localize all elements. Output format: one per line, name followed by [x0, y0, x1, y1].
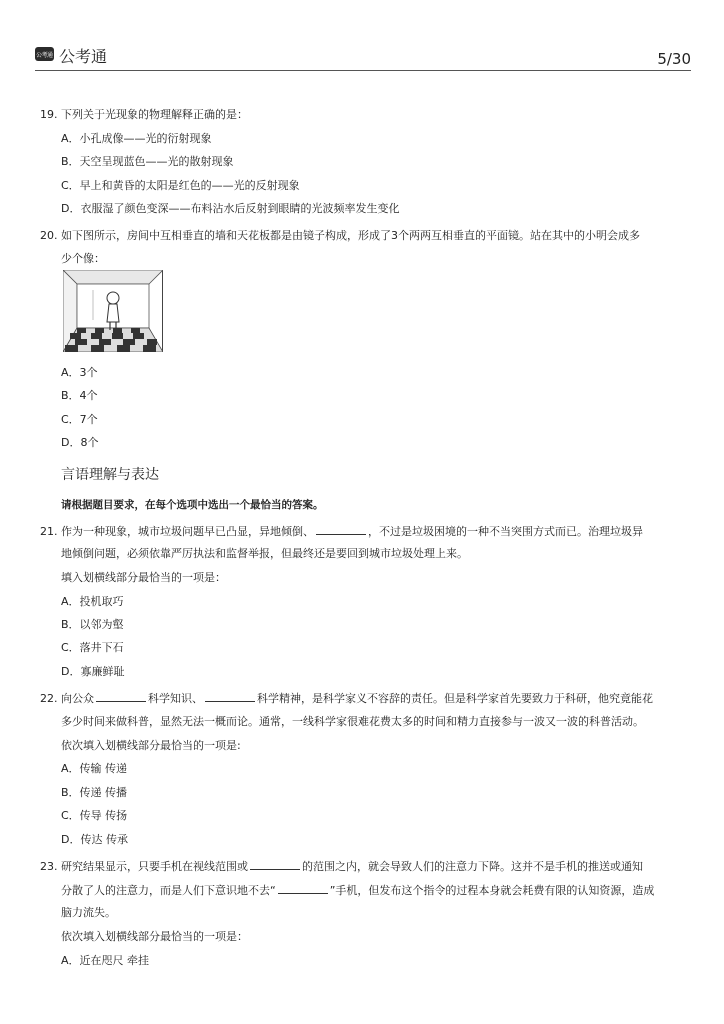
- q21-option-d: D．寡廉鲜耻: [61, 665, 125, 678]
- q22-stem-line2: 多少时间来做科普，显然无法一概而论。通常，一线科学家很难花费太多的时间和精力直接参与一波又一波的科普活动。: [61, 715, 644, 728]
- header-divider: [35, 70, 691, 71]
- q19-option-a: A．小孔成像——光的衍射现象: [61, 132, 212, 145]
- answer-blank: [96, 691, 146, 702]
- q21-option-a: A．投机取巧: [61, 595, 124, 608]
- q22-stem-line1: 22. 向公众 科学知识、 科学精神，是科学家义不容辞的责任。但是科学家首先要致力于科研，他究竟能花: [40, 692, 653, 705]
- q20-stem-line2: 少个像：: [61, 252, 105, 265]
- q21-option-c: C．落井下石: [61, 641, 124, 654]
- answer-blank: [205, 691, 255, 702]
- q19-option-b: B．天空呈现蓝色——光的散射现象: [61, 155, 234, 168]
- page-header: [35, 44, 691, 68]
- q23-stem-line1: 23. 研究结果显示，只要手机在视线范围或 的范围之内，就会导致人们的注意力下降。这并不是手机的推送或通知: [40, 860, 643, 873]
- q20-option-a: A．3个: [61, 366, 98, 379]
- q23-prompt: 依次填入划横线部分最恰当的一项是：: [61, 930, 248, 943]
- q20-option-d: D．8个: [61, 436, 99, 449]
- q23-stem-line2: 分散了人的注意力，而是人们下意识地不去“ ”手机，但发布这个指令的过程本身就会耗费有限的认知资源，造成: [61, 884, 655, 897]
- brand-name: 公考通: [59, 47, 108, 66]
- answer-blank: [278, 883, 328, 894]
- section-title: 言语理解与表达: [61, 467, 159, 483]
- page-number: 5/30: [657, 50, 691, 68]
- q23-stem-line3: 脑力流失。: [61, 906, 116, 919]
- q19-option-c: C．早上和黄昏的太阳是红色的——光的反射现象: [61, 179, 300, 192]
- q22-option-d: D．传达 传承: [61, 833, 128, 846]
- q23-option-a: A．近在咫尺 牵挂: [61, 954, 150, 967]
- q20-stem-line1: 20. 如下图所示，房间中互相垂直的墙和天花板都是由镜子构成，形成了3个两两互相垂直的平面镜。站在其中的小明会成多: [40, 229, 640, 242]
- mirror-room-figure: [63, 270, 163, 352]
- q22-option-a: A．传输 传递: [61, 762, 128, 775]
- q20-option-c: C．7个: [61, 413, 98, 426]
- q21-stem-line2: 地倾倒问题，必须依靠严厉执法和监督举报，但最终还是要回到城市垃圾处理上来。: [61, 547, 468, 560]
- q19-option-d: D．衣服湿了颜色变深——布料沾水后反射到眼睛的光波频率发生变化: [61, 202, 400, 215]
- q20-option-b: B．4个: [61, 389, 98, 402]
- q21-prompt: 填入划横线部分最恰当的一项是：: [61, 571, 226, 584]
- answer-blank: [250, 859, 300, 870]
- q22-option-c: C．传导 传扬: [61, 809, 128, 822]
- q21-stem-line1: 21. 作为一种现象，城市垃圾问题早已凸显，异地倾倒、 ，不过是垃圾困境的一种不当突围方式而已。治理垃圾异: [40, 525, 643, 538]
- answer-blank: [316, 524, 366, 535]
- brand-logo-icon: 公考通: [35, 47, 54, 61]
- q22-prompt: 依次填入划横线部分最恰当的一项是:: [61, 739, 241, 752]
- q21-option-b: B．以邻为壑: [61, 618, 124, 631]
- q19-stem: 19. 下列关于光现象的物理解释正确的是：: [40, 108, 248, 121]
- section-instruction: 请根据题目要求，在每个选项中选出一个最恰当的答案。: [61, 499, 324, 511]
- q22-option-b: B．传递 传播: [61, 786, 128, 799]
